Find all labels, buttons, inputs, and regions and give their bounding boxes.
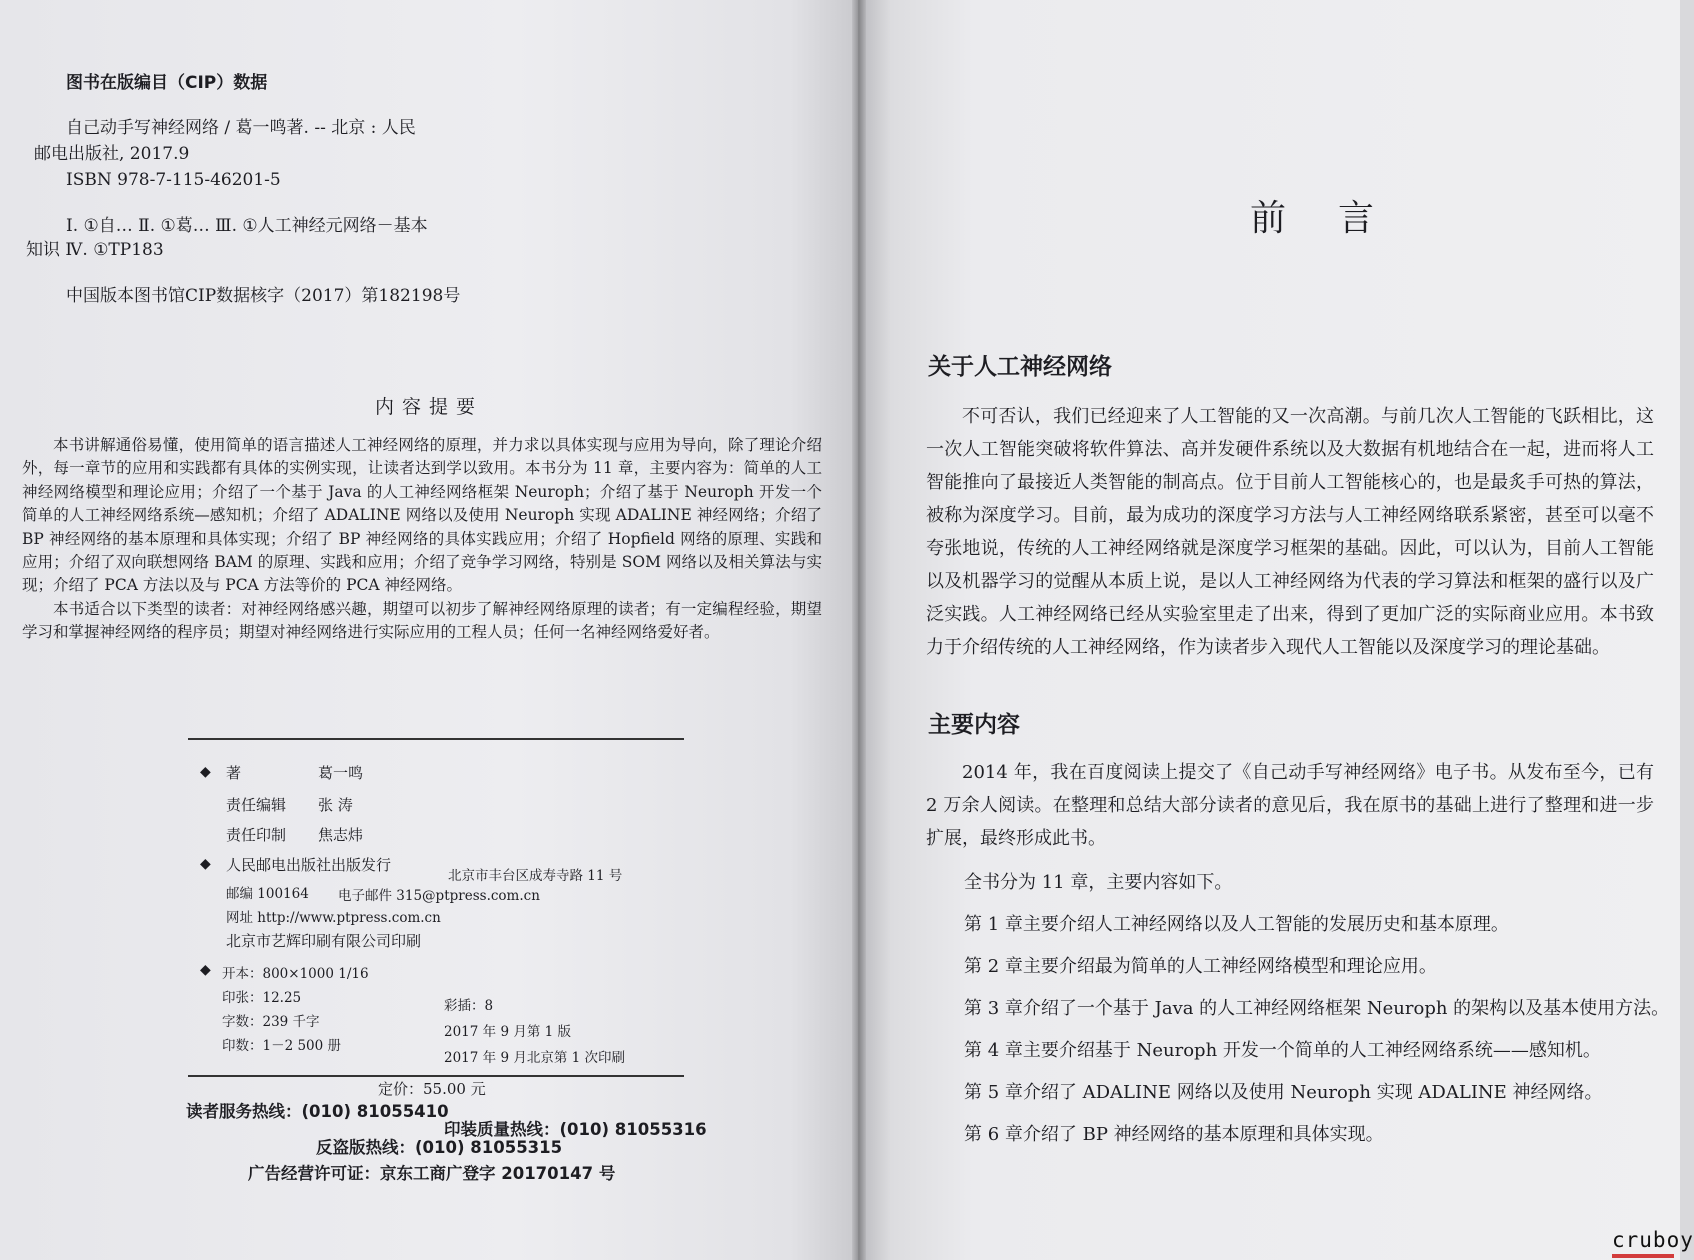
colophon-bottom-rule [188,1075,684,1077]
cip-line: 邮电出版社, 2017.9 [34,144,190,164]
price: 定价：55.00 元 [378,1080,486,1098]
chapter-summary: 第 2 章主要介绍最为简单的人工神经网络模型和理论应用。 [964,956,1437,977]
publisher-address: 北京市丰台区成寿寺路 11 号 [448,868,623,884]
impression: 2017 年 9 月北京第 1 次印刷 [444,1050,625,1066]
chapter-summary: 第 6 章介绍了 BP 神经网络的基本原理和具体实现。 [964,1124,1384,1145]
section-heading: 关于人工神经网络 [928,354,1112,380]
color-inserts: 彩插：8 [444,998,494,1014]
postcode: 邮编 100164 [226,886,309,902]
email: 电子邮件 315@ptpress.com.cn [338,888,540,904]
edition: 2017 年 9 月第 1 版 [444,1024,571,1040]
paragraph-text: 不可否认，我们已经迎来了人工智能的又一次高潮。与前几次人工智能的飞跃相比，这一次人工智能突破将软件算法、高并发硬件系统以及大数据有机地结合在一起，进而将人工智能推向了最接近人类智能的制高点。位于目前人工智能核心的，也是最炙手可热的算法，被称为深度学习。目前，最为成功的深度学习方法与人工神经网络联系紧密，甚至可以毫不夸张地说，传统的人工神经网络就是深度学习框架的基础。因此，可以认为，目前人工智能以及机器学习的觉醒从本质上说，是以人工神经网络为代表的学习算法和框架的盛行以及广泛实践。人工神经网络已经从实验室里走了出来，得到了更加广泛的实际商业应用。本书致力于介绍传统的人工神经网络，作为读者步入现代人工智能以及深度学习的理论基础。 [926,406,1654,658]
print-run: 印数：1－2 500 册 [222,1038,342,1054]
publisher: 人民邮电出版社出版发行 [226,856,392,874]
website: 网址 http://www.ptpress.com.cn [226,910,441,926]
section-paragraph [926,756,1654,855]
word-count: 字数：239 千字 [222,1014,320,1030]
cip-line: 中国版本图书馆CIP数据核字（2017）第182198号 [66,286,461,306]
anti-piracy-hotline: 反盗版热线：(010) 81055315 [316,1138,563,1157]
preface-title: 前言 [1250,198,1427,239]
summary-paragraph: 本书适合以下类型的读者：对神经网络感兴趣，期望可以初步了解神经网络原理的读者；有一定编程经验，期望学习和掌握神经网络的程序员；期望对神经网络进行实际应用的工程人员；任何一名神经网络爱好者。 [22,599,822,642]
summary-body [22,434,822,645]
ad-license: 广告经营许可证：京东工商广登字 20170147 号 [248,1164,616,1183]
chapter-summary: 第 3 章介绍了一个基于 Java 的人工神经网络框架 Neuroph 的架构以及基本使用方法。 [964,998,1670,1019]
section-heading: 主要内容 [928,712,1020,738]
editor-label: 责任编辑 [226,796,287,814]
colophon-top-rule [188,738,684,740]
print-label: 责任印制 [226,826,287,844]
book-format: 开本：800×1000 1/16 [222,966,369,982]
chapter-summary: 第 4 章主要介绍基于 Neuroph 开发一个简单的人工神经网络系统——感知机。 [964,1040,1601,1061]
bullet-mark: ◆ [200,856,211,872]
summary-paragraph: 本书讲解通俗易懂，使用简单的语言描述人工神经网络的原理，并力求以具体实现与应用为导向，除了理论介绍外，每一章节的应用和实践都有具体的实例实现，让读者达到学以致用。本书分为 11 章，主要内容为：简单的人工神经网络模型和理论应用；介绍了一个基于 Java 的人工神经网络框架 Neuroph；介绍了基于 Neuroph 开发一个简单的人工神经网络系统—感知机；介绍了 ADALINE 网络以及使用 Neuroph 实现 ADALINE 神经网络；介绍了 BP 神经网络的基本原理和具体实现；介绍了 BP 神经网络的具体实践应用；介绍了 Hopfield 网络的原理、实践和应用；介绍了双向联想网络 BAM 的原理、实践和应用；介绍了竞争学习网络，特别是 SOM 网络以及相关算法与实现；介绍了 PCA 方法以及与 PCA 方法等价的 PCA 神经网络。 [22,436,822,595]
cip-line: 知识 Ⅳ. ①TP183 [26,240,164,260]
chapters-intro: 全书分为 11 章，主要内容如下。 [964,872,1233,893]
cip-line: Ⅰ. ①自… Ⅱ. ①葛… Ⅲ. ①人工神经元网络－基本 [66,216,428,236]
editor-name: 张 涛 [318,796,353,814]
bullet-mark: ◆ [200,764,211,780]
cip-line: 自己动手写神经网络 / 葛一鸣著. -- 北京 : 人民 [66,118,416,138]
section-paragraph [926,400,1654,664]
author-label: 著 [226,764,242,782]
watermark: cruboy [1612,1228,1694,1252]
quality-hotline: 印装质量热线：(010) 81055316 [444,1120,707,1139]
printing-company: 北京市艺辉印刷有限公司印刷 [226,932,422,950]
cip-line: ISBN 978-7-115-46201-5 [66,170,281,190]
watermark-underline [1612,1254,1674,1258]
summary-heading: 内容提要 [374,396,483,418]
author-name: 葛一鸣 [318,764,364,782]
chapter-summary: 第 5 章介绍了 ADALINE 网络以及使用 Neuroph 实现 ADALINE 神经网络。 [964,1082,1603,1103]
printer-person: 焦志炜 [318,826,364,844]
cip-title: 图书在版编目（CIP）数据 [66,73,268,93]
bullet-mark: ◆ [200,962,211,978]
sheets: 印张：12.25 [222,990,302,1006]
reader-service-hotline: 读者服务热线：(010) 81055410 [186,1102,449,1121]
chapter-summary: 第 1 章主要介绍人工神经网络以及人工智能的发展历史和基本原理。 [964,914,1509,935]
paragraph-text: 2014 年，我在百度阅读上提交了《自己动手写神经网络》电子书。从发布至今，已有 2 万余人阅读。在整理和总结大部分读者的意见后，我在原书的基础上进行了整理和进一步扩展，最终形成此书。 [926,762,1654,849]
book-gutter [852,0,866,1260]
